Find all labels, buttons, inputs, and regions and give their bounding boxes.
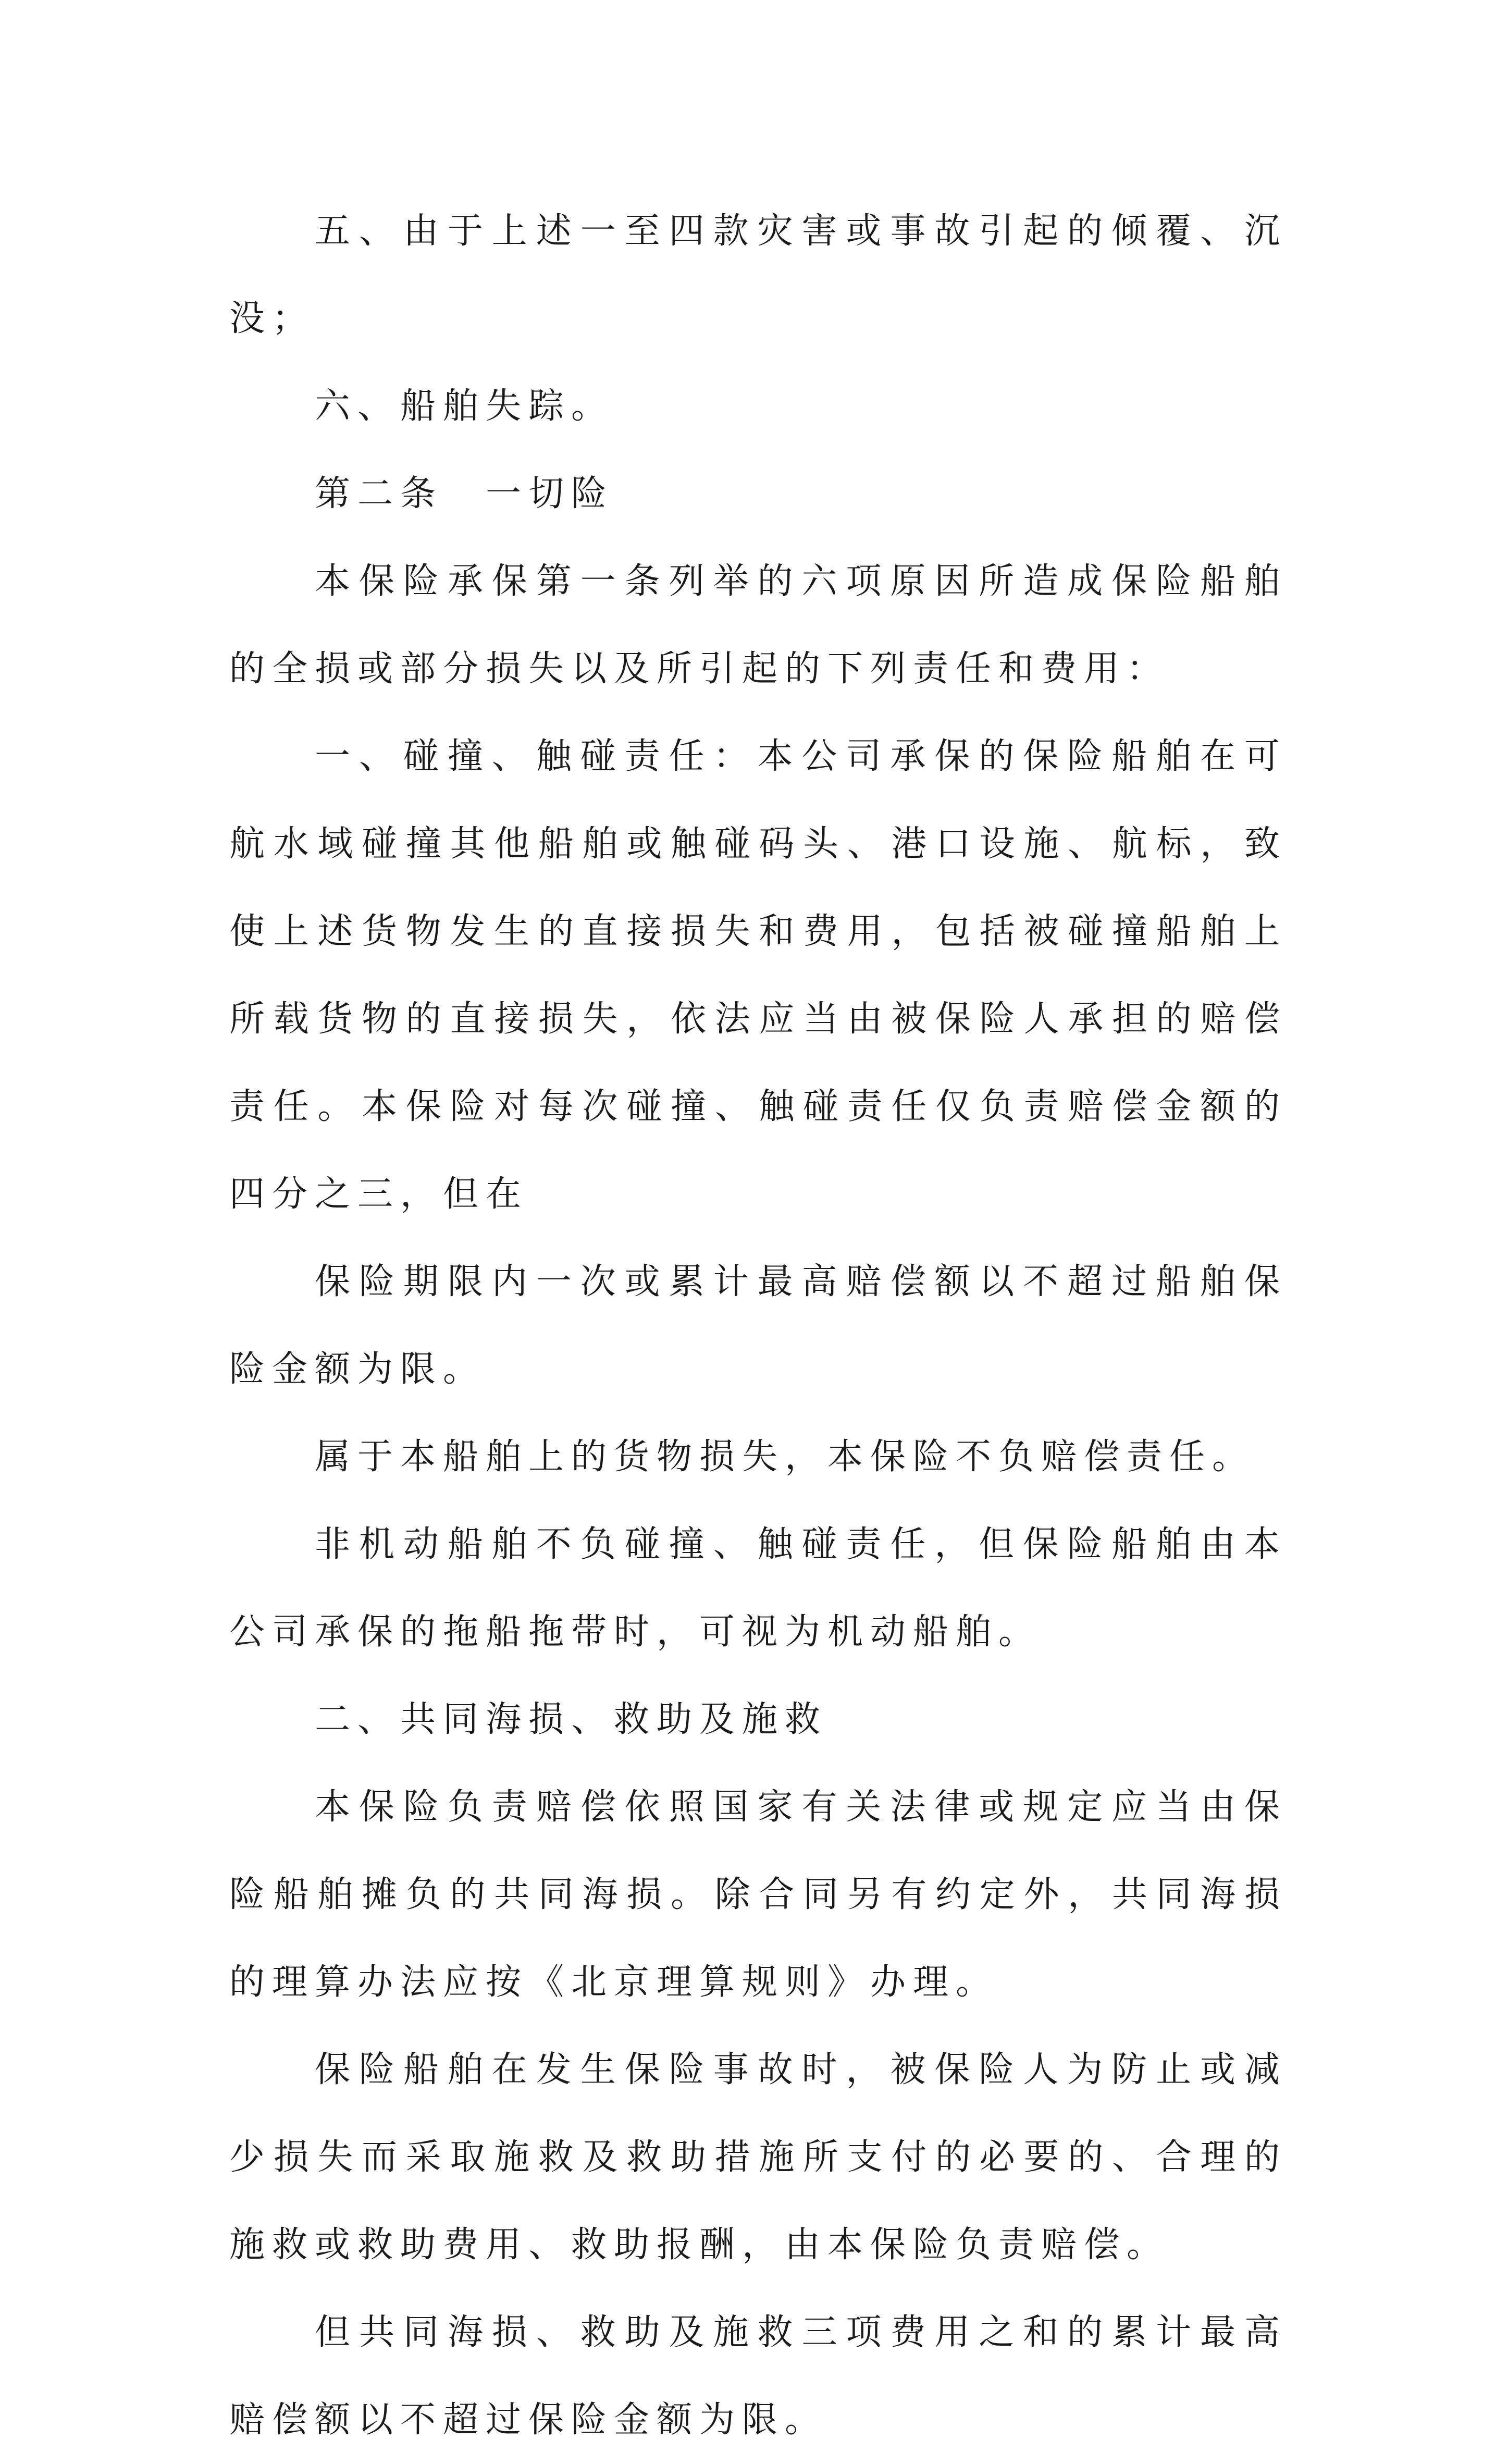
collision-limit-paragraph: 保险期限内一次或累计最高赔偿额以不超过船舶保险金额为限。 <box>229 1261 1287 1390</box>
general-average-paragraph: 本保险负责赔偿依照国家有关法律或规定应当由保险船舶摊负的共同海损。除合同另有约定外，共同海损的理算办法应按《北京理算规则》办理。 <box>229 1787 1287 2003</box>
clause-item-6: 六、船舶失踪。 <box>315 386 614 427</box>
clause-item-5: 五、由于上述一至四款灾害或事故引起的倾覆、沉没； <box>229 211 1287 339</box>
salvage-expense-paragraph: 保险船舶在发生保险事故时，被保险人为防止或减少损失而采取施救及救助措施所支付的必要的、合理的施救或救助费用、救助报酬，由本保险负责赔偿。 <box>229 2049 1287 2265</box>
article-2-heading: 第二条 一切险 <box>315 473 614 514</box>
collision-liability-clause: 一、碰撞、触碰责任：本公司承保的保险船舶在可航水域碰撞其他船舶或触碰码头、港口设施、航标，致使上述货物发生的直接损失和费用，包括被碰撞船舶上所载货物的直接损失，依法应当由被保险人承担的赔偿责任。本保险对每次碰撞、触碰责任仅负责赔偿金额的四分之三，但在 <box>229 736 1287 1215</box>
combined-limit-paragraph: 但共同海损、救助及施救三项费用之和的累计最高赔偿额以不超过保险金额为限。 <box>229 2312 1287 2441</box>
non-powered-vessel-paragraph: 非机动船舶不负碰撞、触碰责任，但保险船舶由本公司承保的拖船拖带时，可视为机动船舶。 <box>229 1524 1287 1653</box>
general-average-heading: 二、共同海损、救助及施救 <box>315 1699 828 1740</box>
cargo-exclusion-paragraph: 属于本船舶上的货物损失，本保险不负赔偿责任。 <box>315 1436 1255 1477</box>
document-body <box>229 188 1287 2464</box>
article-2-intro: 本保险承保第一条列举的六项原因所造成保险船舶的全损或部分损失以及所引起的下列责任和费用： <box>229 561 1287 689</box>
